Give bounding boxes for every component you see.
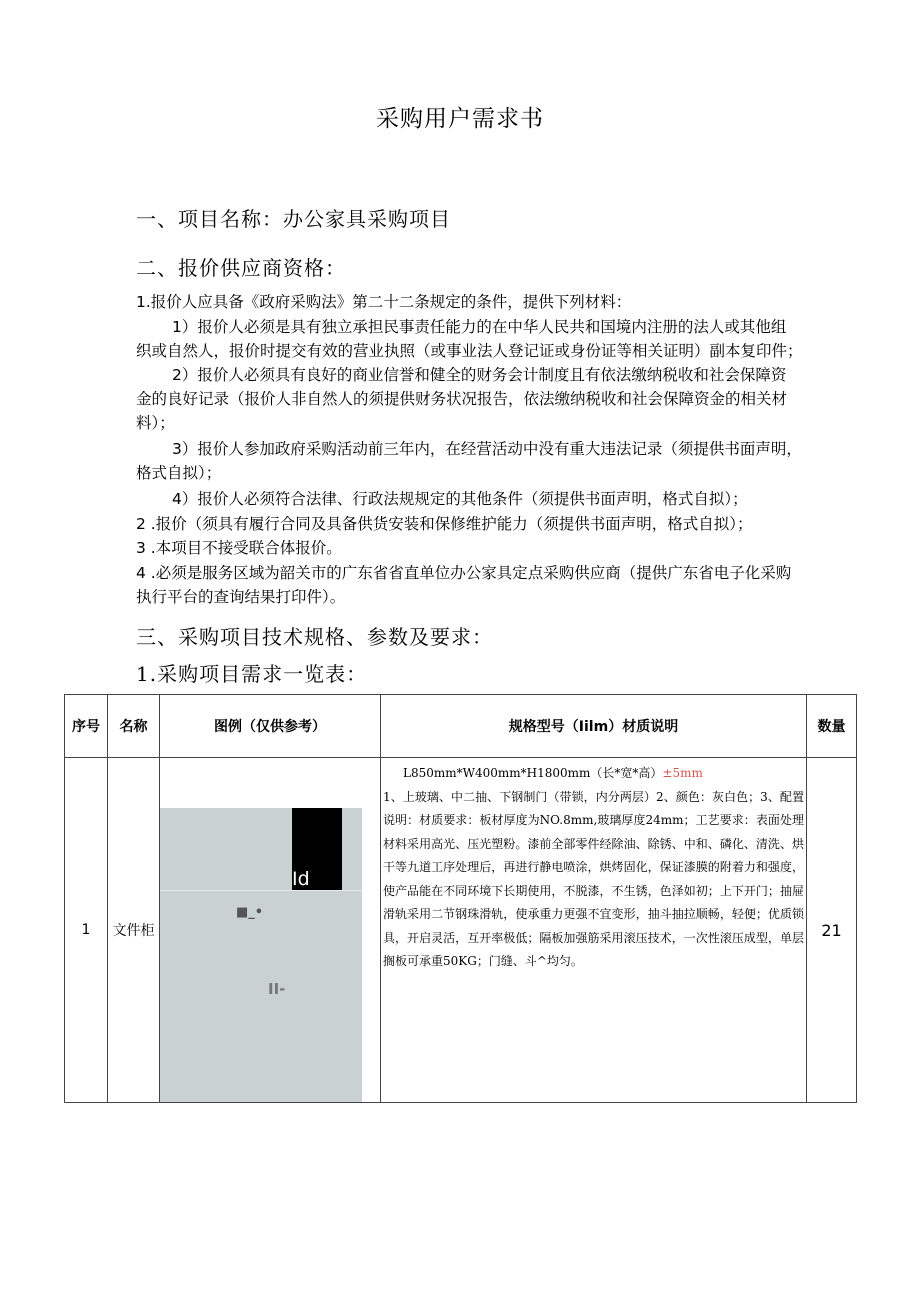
row-no: 1 (65, 758, 108, 1103)
header-spec: 规格型号（Iilm）材质说明 (381, 695, 807, 758)
spec-description: 1、上玻璃、中二抽、下钢制门（带锁，内分两层）2、颜色：灰白色；3、配置说明：材质要求：板材厚度为NO.8mm,玻璃厚度24mm；工艺要求：表面处理材料采用高光、压光塑粉。漆前全部零件经除油、除锈、中和、磷化、清洗、烘干等九道工序处理后，再进行静电喷涂，烘烤固化，保证漆膜的附着力和强度，使产品能在不同环境下长期使用，不脱漆，不生锈，色泽如初；上下开门；抽屉滑轨采用二节钢珠滑轨，使承重力更强不宜变形，抽斗抽拉顺畅，轻便；优质锁具，开启灵活，互开率极低；隔板加强筋采用滚压技术，一次性滚压成型，单层搁板可承重50KG；门缝、斗^均匀。 (383, 789, 804, 968)
header-name: 名称 (108, 695, 160, 758)
spec-dimension-text: L850mm*W400mm*H1800mm（长*宽*高） (403, 766, 663, 780)
header-qty: 数量 (807, 695, 857, 758)
cabinet-image (160, 808, 362, 1102)
qual-sub-2-line1: 2）报价人必须具有良好的商业信誉和健全的财务会计制度且有依法缴纳税收和社会保障资 (172, 366, 787, 384)
qual-sub-3-line1: 3）报价人参加政府采购活动前三年内，在经营活动中没有重大违法记录（须提供书面声明， (172, 440, 802, 458)
qual-sub-1-line1: 1）报价人必须是具有独立承担民事责任能力的在中华人民共和国境内注册的法人或其他组 (172, 318, 787, 336)
qual-item-3: 3 .本项目不接受联合体报价。 (136, 539, 342, 557)
qual-sub-4: 4）报价人必须符合法律、行政法规规定的其他条件（须提供书面声明，格式自拟）； (172, 490, 748, 508)
row-qty: 21 (807, 758, 857, 1103)
qual-sub-3-line2: 格式自拟）； (136, 464, 222, 482)
spec-tolerance: ±5mm (662, 766, 703, 780)
cabinet-divider (160, 890, 362, 891)
subsection-requirements-table: 1.采购项目需求一览表： (136, 662, 368, 686)
qual-item-1: 1.报价人应具备《政府采购法》第二十二条规定的条件，提供下列材料： (136, 293, 632, 311)
qual-item-4-line2: 执行平台的查询结果打印件）。 (136, 588, 346, 606)
row-name: 文件柜 (108, 758, 160, 1103)
qual-item-2: 2 .报价（须具有履行合同及具备供货安装和保修维护能力（须提供书面声明，格式自拟）； (136, 515, 753, 533)
header-image: 图例（仅供参考） (160, 695, 381, 758)
qual-sub-2-line3: 料）； (136, 414, 175, 432)
row-spec (381, 758, 807, 1103)
requirements-table (64, 694, 857, 1103)
cabinet-lock-mark: II- (268, 980, 286, 998)
cabinet-label: Id (292, 868, 310, 890)
table-header-row (65, 695, 857, 758)
section-qualifications: 二、报价供应商资格： (136, 256, 346, 280)
qual-item-4-line1: 4 .必须是服务区域为韶关市的广东省省直单位办公家具定点采购供应商（提供广东省电子化采购 (136, 564, 792, 582)
section-tech-specs: 三、采购项目技术规格、参数及要求： (136, 625, 493, 649)
document-title: 采购用户需求书 (376, 106, 544, 132)
qual-sub-1-line2: 织或自然人，报价时提交有效的营业执照（或事业法人登记证或身份证等相关证明）副本复印件； (136, 342, 803, 360)
spec-dimensions (383, 762, 804, 786)
header-no: 序号 (65, 695, 108, 758)
qual-sub-2-line2: 金的良好记录（报价人非自然人的须提供财务状况报告，依法缴纳税收和社会保障资金的相关材 (136, 390, 788, 408)
table-row (65, 758, 857, 1103)
section-project-name: 一、项目名称：办公家具采购项目 (136, 207, 451, 231)
cabinet-handle-mark: ■_• (236, 905, 264, 920)
cabinet-image-cell (160, 758, 381, 1103)
